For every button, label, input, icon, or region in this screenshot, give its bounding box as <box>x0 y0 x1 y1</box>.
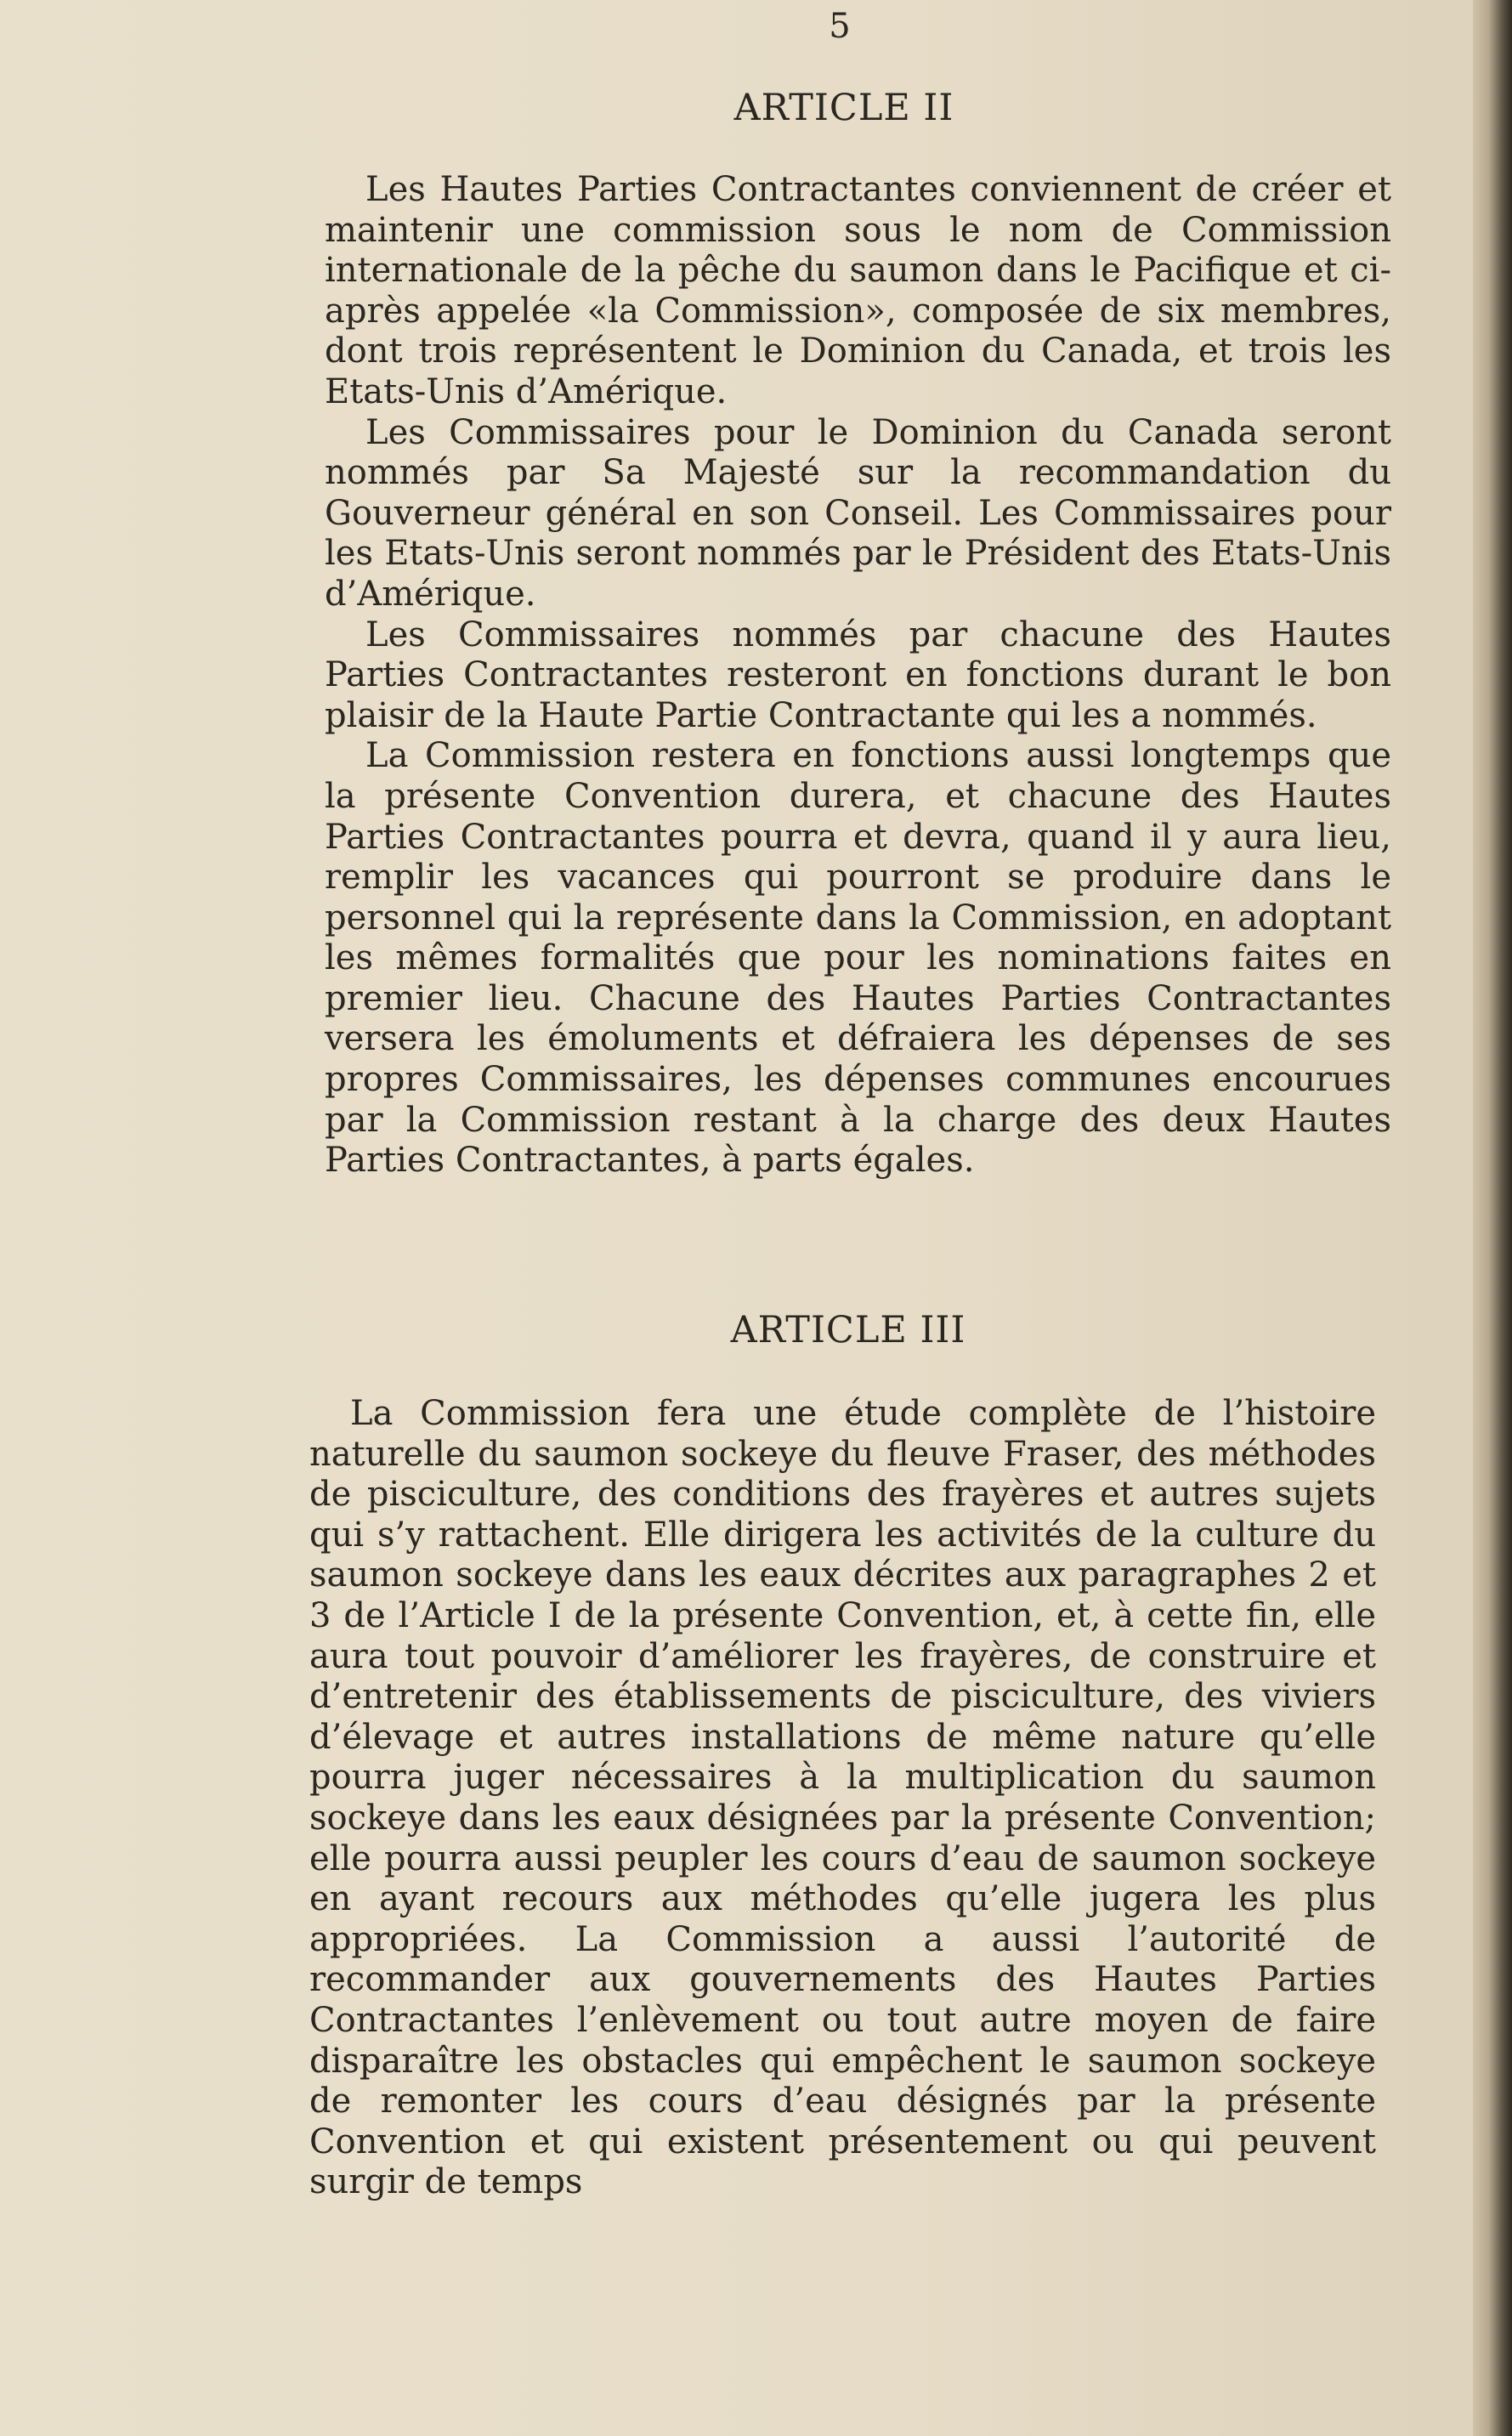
article-iii-body <box>309 1394 1376 2203</box>
article-ii-paragraph: Les Commissaires pour le Dominion du Canada seront nommés par Sa Majesté sur la recommandation du Gouverneur général en son Conseil. Les Commissaires pour les Etats-Unis seront nommés par le Président des Etats-Unis d’Amérique. <box>325 412 1391 614</box>
article-iii-paragraph: La Commission fera une étude complète de l’histoire naturelle du saumon sockeye du fleuve Fraser, des méthodes de pisciculture, des conditions des frayères et autres sujets qui s’y rattachent. Elle dirigera les activités de la culture du saumon sockeye dans les eaux décrites aux paragraphes 2 et 3 de l’Article I de la présente Convention, et, à cette fin, elle aura tout pouvoir d’améliorer les frayères, de construire et d’entretenir des établissements de pisciculture, des viviers d’élevage et autres installations de même nature qu’elle pourra juger nécessaires à la multiplication du saumon sockeye dans les eaux désignées par la présente Convention; elle pourra aussi peupler les cours d’eau de saumon sockeye en ayant recours aux méthodes qu’elle jugera les plus appropriées. La Commission a aussi l’autorité de recommander aux gouvernements des Hautes Parties Contractantes l’enlèvement ou tout autre moyen de faire disparaître les obstacles qui empêchent le saumon sockeye de remonter les cours d’eau désignés par la présente Convention et qui existent présentement ou qui peuvent surgir de temps <box>309 1394 1376 2202</box>
article-ii-paragraph: Les Commissaires nommés par chacune des Hautes Parties Contractantes resteront en fonctions durant le bon plaisir de la Haute Partie Contractante qui les a nommés. <box>325 615 1391 735</box>
article-ii-body <box>325 170 1391 1181</box>
article-iii-heading: ARTICLE III <box>730 1309 966 1351</box>
page-number: 5 <box>829 7 851 46</box>
article-ii-heading: ARTICLE II <box>733 87 954 129</box>
book-binding-edge <box>1473 0 1512 2436</box>
article-ii-paragraph: La Commission restera en fonctions aussi longtemps que la présente Convention durera, et chacune des Hautes Parties Contractantes pourra et devra, quand il y aura lieu, remplir les vacances qui pourront se produire dans le personnel qui la représente dans la Commission, en adoptant les mêmes formalités que pour les nominations faites en premier lieu. Chacune des Hautes Parties Contractantes versera les émoluments et défraiera les dépenses de ses propres Commissaires, les dépenses communes encourues par la Commission restant à la charge des deux Hautes Parties Contractantes, à parts égales. <box>325 736 1391 1181</box>
article-ii-paragraph: Les Hautes Parties Contractantes conviennent de créer et maintenir une commission sous le nom de Commission internationale de la pêche du saumon dans le Pacifique et ci-après appelée «la Commission», composée de six membres, dont trois représentent le Dominion du Canada, et trois les Etats-Unis d’Amérique. <box>325 170 1391 411</box>
